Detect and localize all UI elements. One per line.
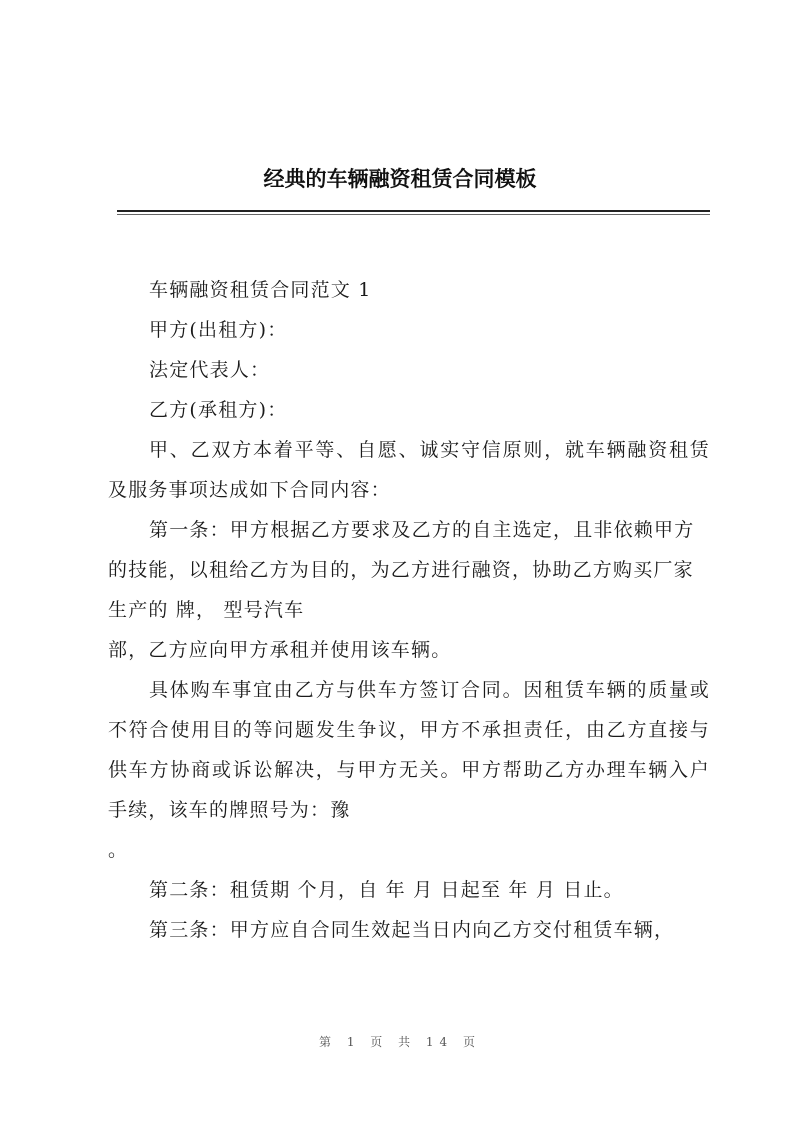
paragraph-preamble: 甲、乙双方本着平等、自愿、诚实守信原则，就车辆融资租赁及服务事项达成如下合同内容： <box>108 439 710 501</box>
paragraph-article-3: 第三条：甲方应自合同生效起当日内向乙方交付租赁车辆， <box>149 919 675 941</box>
document-body <box>108 270 710 950</box>
paragraph-article-2: 第二条：租赁期 个月，自 年 月 日起至 年 月 日止。 <box>149 879 624 901</box>
title-divider-thin <box>117 214 710 215</box>
document-title: 经典的车辆融资租赁合同模板 <box>263 167 537 191</box>
paragraph-period: 。 <box>108 839 129 861</box>
paragraph-article-1-cont: 部，乙方应向甲方承租并使用该车辆。 <box>108 639 452 661</box>
title-divider <box>117 210 710 212</box>
paragraph-party-a: 甲方(出租方)： <box>149 319 288 341</box>
paragraph-purchase-details: 具体购车事宜由乙方与供车方签订合同。因租赁车辆的质量或不符合使用目的等问题发生争议，甲方不承担责任，由乙方直接与供车方协商或诉讼解决，与甲方无关。甲方帮助乙方办理车辆入户手续，该车的牌照号为：豫 <box>108 679 710 821</box>
paragraph-article-1: 第一条：甲方根据乙方要求及乙方的自主选定，且非依赖甲方的技能，以租给乙方为目的，为乙方进行融资，协助乙方购买厂家生产的 牌， 型号汽车 <box>108 519 695 621</box>
paragraph-party-b: 乙方(承租方)： <box>149 399 288 421</box>
paragraph-legal-rep: 法定代表人： <box>149 359 271 381</box>
paragraph-heading: 车辆融资租赁合同范文 1 <box>149 279 372 301</box>
page-number-footer: 第 1 页 共 14 页 <box>319 1035 481 1049</box>
